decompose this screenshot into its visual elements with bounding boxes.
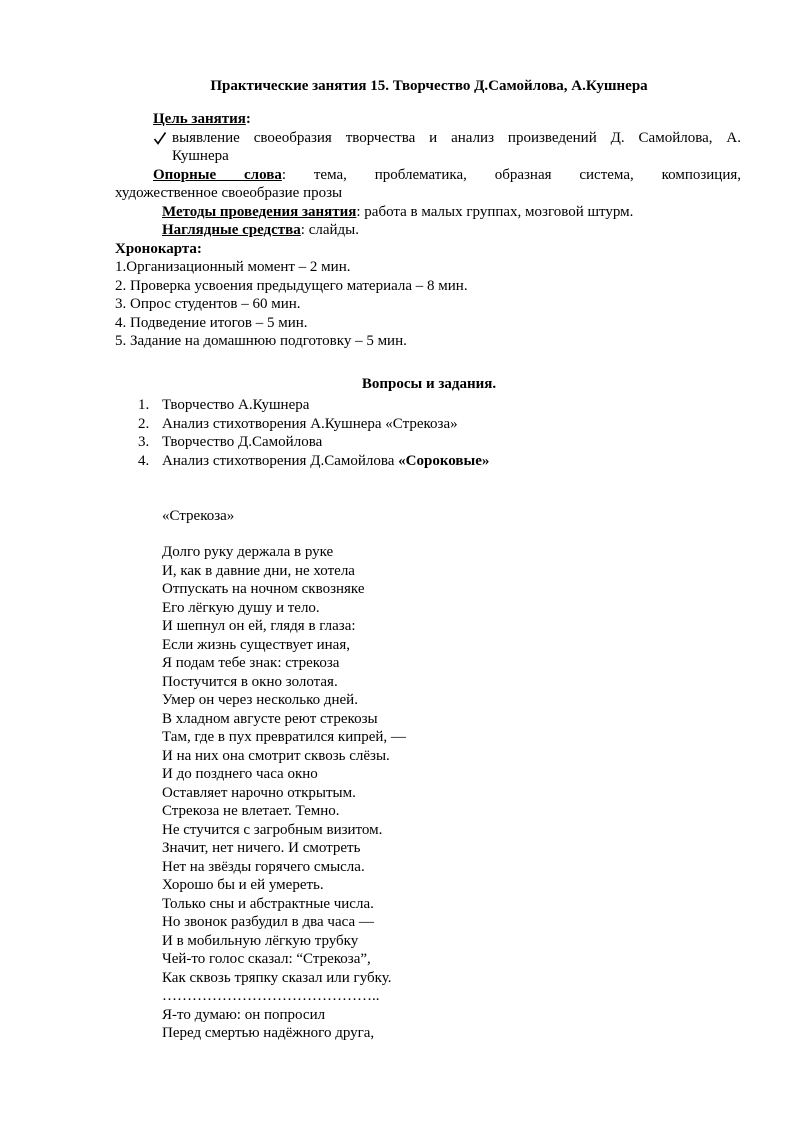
chronomap-heading: Хронокарта: bbox=[115, 241, 202, 257]
questions-list bbox=[115, 396, 489, 470]
methods-label: Методы проведения занятия bbox=[162, 204, 357, 220]
question-item bbox=[115, 433, 489, 452]
question-text: Анализ стихотворения Д.Самойлова bbox=[162, 452, 399, 469]
goal-colon: : bbox=[245, 111, 251, 127]
poem-line: И до позднего часа окно bbox=[162, 766, 318, 782]
poem-line: И в мобильную лёгкую трубку bbox=[162, 932, 359, 949]
poem-line: И на них она смотрит сквозь слёзы. bbox=[162, 747, 390, 764]
poem-line: Только сны и абстрактные числа. bbox=[162, 895, 374, 912]
poem-line: Отпускать на ночном сквозняке bbox=[162, 581, 365, 597]
poem-line: Я подам тебе знак: стрекоза bbox=[162, 655, 340, 671]
poem-line: Перед смертью надёжного друга, bbox=[162, 1025, 375, 1041]
poem-line: Постучится в окно золотая. bbox=[162, 673, 338, 690]
visuals-text: : слайды. bbox=[300, 222, 359, 238]
question-text: Творчество Д.Самойлова bbox=[162, 434, 323, 450]
question-number: 1. bbox=[138, 397, 150, 413]
poem-line: Если жизнь существует иная, bbox=[162, 636, 350, 653]
poem-line: Его лёгкую душу и тело. bbox=[162, 599, 320, 616]
poem-line: Но звонок разбудил в два часа — bbox=[162, 914, 374, 930]
poem-line: Хорошо бы и ей умереть. bbox=[162, 877, 324, 893]
question-item bbox=[115, 396, 489, 415]
question-text: Анализ стихотворения А.Кушнера «Стрекоза» bbox=[162, 415, 458, 432]
chronomap-item: 4. Подведение итогов – 5 мин. bbox=[115, 315, 308, 331]
question-number: 3. bbox=[138, 434, 150, 450]
keywords-line2: художественное своеобразие прозы bbox=[115, 185, 343, 201]
goal-label: Цель занятия bbox=[153, 111, 246, 127]
question-bold-title: «Сороковые» bbox=[398, 452, 490, 469]
goal-text-line1: выявление своеобразия творчества и анализ произведений Д. Самойлова, А. bbox=[172, 130, 741, 146]
chronomap-item: 2. Проверка усвоения предыдущего материала – 8 мин. bbox=[115, 278, 468, 294]
keywords-line1 bbox=[153, 166, 741, 185]
question-text: Творчество А.Кушнера bbox=[162, 397, 310, 413]
poem-line: И шепнул он ей, глядя в глаза: bbox=[162, 618, 356, 634]
poem-line: Оставляет нарочно открытым. bbox=[162, 784, 356, 801]
checkmark-icon bbox=[153, 129, 167, 147]
methods-line bbox=[162, 203, 633, 222]
keywords-label: Опорные слова bbox=[153, 167, 282, 183]
question-item bbox=[115, 415, 489, 434]
question-item bbox=[115, 452, 489, 471]
questions-heading: Вопросы и задания. bbox=[361, 376, 497, 392]
methods-text: : работа в малых группах, мозговой штурм. bbox=[356, 204, 634, 220]
poem-line: Стрекоза не влетает. Темно. bbox=[162, 803, 340, 819]
poem-line: Нет на звёзды горячего смысла. bbox=[162, 858, 365, 875]
poem-line: Я-то думаю: он попросил bbox=[162, 1006, 326, 1023]
keywords-text: : тема, проблематика, образная система, композиция, bbox=[281, 167, 741, 183]
poem-line: В хладном августе реют стрекозы bbox=[162, 710, 378, 727]
visuals-line bbox=[162, 221, 359, 240]
visuals-label: Наглядные средства bbox=[162, 222, 301, 238]
question-number: 4. bbox=[138, 452, 150, 469]
poem-line: И, как в давние дни, не хотела bbox=[162, 562, 355, 579]
poem-title: «Стрекоза» bbox=[162, 508, 235, 524]
poem-line: Умер он через несколько дней. bbox=[162, 692, 358, 708]
question-number: 2. bbox=[138, 415, 150, 432]
goal-heading bbox=[153, 110, 251, 129]
poem-line: Не стучится с загробным визитом. bbox=[162, 821, 383, 838]
poem-line: Как сквозь тряпку сказал или губку. bbox=[162, 969, 392, 986]
goal-text-line2: Кушнера bbox=[172, 148, 229, 164]
chronomap-item: 3. Опрос студентов – 60 мин. bbox=[115, 296, 301, 312]
chronomap-item: 1.Организационный момент – 2 мин. bbox=[115, 259, 351, 275]
poem-line: …………………………………….. bbox=[162, 988, 380, 1004]
poem-line: Значит, нет ничего. И смотреть bbox=[162, 840, 361, 856]
poem-line: Долго руку держала в руке bbox=[162, 544, 334, 560]
poem-line: Там, где в пух превратился кипрей, — bbox=[162, 729, 406, 745]
poem-line: Чей-то голос сказал: “Стрекоза”, bbox=[162, 951, 371, 967]
poem-body bbox=[162, 543, 406, 1043]
page-title: Практические занятия 15. Творчество Д.Самойлова, А.Кушнера bbox=[210, 78, 648, 94]
chronomap-item: 5. Задание на домашнюю подготовку – 5 мин. bbox=[115, 333, 407, 349]
